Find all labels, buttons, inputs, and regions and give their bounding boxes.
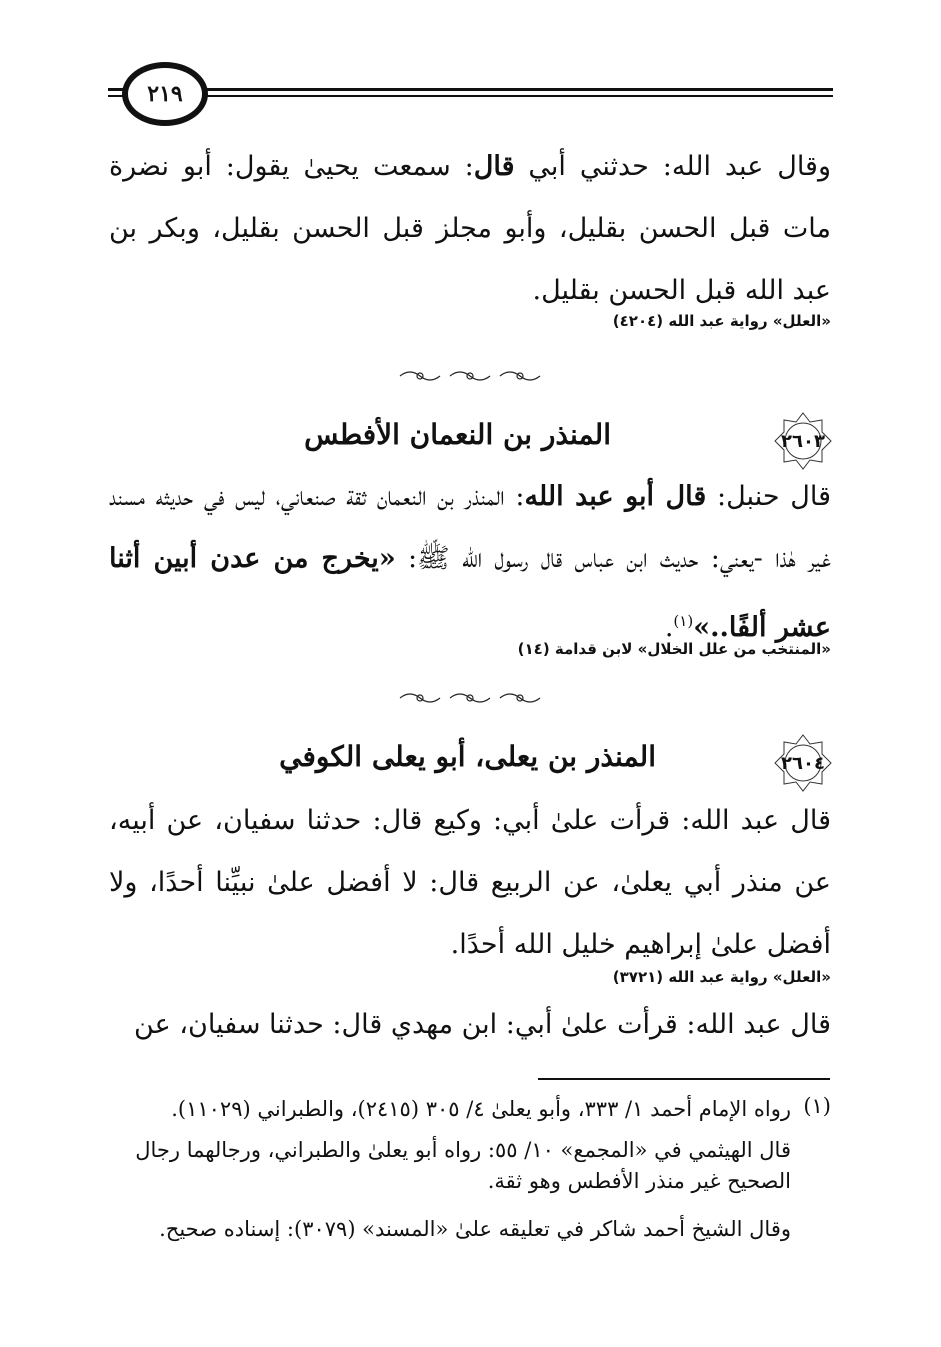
entry-number: ٢٦٠٤ bbox=[781, 752, 825, 774]
footnote-number: (١) bbox=[803, 1094, 831, 1118]
entry-title: المنذر بن يعلى، أبو يعلى الكوفي bbox=[279, 740, 656, 773]
paragraph-1: وقال عبد الله: حدثني أبي قال: سمعت يحيىٰ يقول: أبو نضرة مات قبل الحسن بقليل، وأبو مجلز قبل الحسن بقليل، وبكر بن عبد الله قبل الحسن بقليل. bbox=[109, 151, 831, 306]
entry-title: المنذر بن النعمان الأفطس bbox=[304, 418, 611, 451]
footnote-reference: (١) bbox=[673, 612, 694, 630]
footnote-line: رواه الإمام أحمد ١/ ٣٣٣، وأبو يعلىٰ ٤/ ٣٠٥ (٢٤١٥)، والطبراني (١١٠٢٩). bbox=[171, 1097, 791, 1121]
footnote-rule bbox=[538, 1078, 830, 1080]
footnote-line: قال الهيثمي في «المجمع» ١٠/ ٥٥: رواه أبو يعلىٰ والطبراني، ورجالهما رجال الصحيح غير منذر الأفطس وهو ثقة. bbox=[135, 1138, 791, 1193]
entry-number: ٢٦٠٣ bbox=[781, 430, 825, 452]
entry-number-badge bbox=[772, 410, 834, 472]
floral-divider-icon bbox=[395, 368, 545, 384]
footnote-line: وقال الشيخ أحمد شاكر في تعليقه علىٰ «المسند» (٣٠٧٩): إسناده صحيح. bbox=[159, 1217, 791, 1241]
entry-number-badge bbox=[772, 732, 834, 794]
source-citation-2: «المنتخب من علل الخلال» لابن قدامة (١٤) bbox=[517, 640, 831, 658]
header-rule bbox=[108, 88, 833, 91]
paragraph-3: قال عبد الله: قرأت علىٰ أبي: وكيع قال: حدثنا سفيان، عن أبيه، عن منذر أبي يعلىٰ، عن الربيع قال: لا أفضل علىٰ نبيِّنا أحدًا، ولا أفضل علىٰ إبراهيم خليل الله أحدًا. bbox=[109, 805, 831, 960]
page-number: ٢١٩ bbox=[147, 81, 183, 107]
paragraph-2: قال حنبل: قال أبو عبد الله: المنذر بن النعمان ثقة صنعاني، ليس في حديثه مسند غير هٰذا -يعني: حديث ابن عباس قال رسول الله ﷺ: «يخرج من عدن أبين أثنا عشر ألفًا..»$^{(١)}$. bbox=[109, 481, 832, 643]
paragraph-4: قال عبد الله: قرأت علىٰ أبي: ابن مهدي قال: حدثنا سفيان، عن bbox=[134, 1009, 831, 1040]
header-rule-thin bbox=[108, 95, 833, 97]
floral-divider-icon bbox=[395, 690, 545, 706]
page-number-badge bbox=[122, 62, 208, 126]
source-citation-3: «العلل» رواية عبد الله (٣٧٢١) bbox=[612, 968, 831, 986]
source-citation-1: «العلل» رواية عبد الله (٤٢٠٤) bbox=[612, 312, 831, 330]
